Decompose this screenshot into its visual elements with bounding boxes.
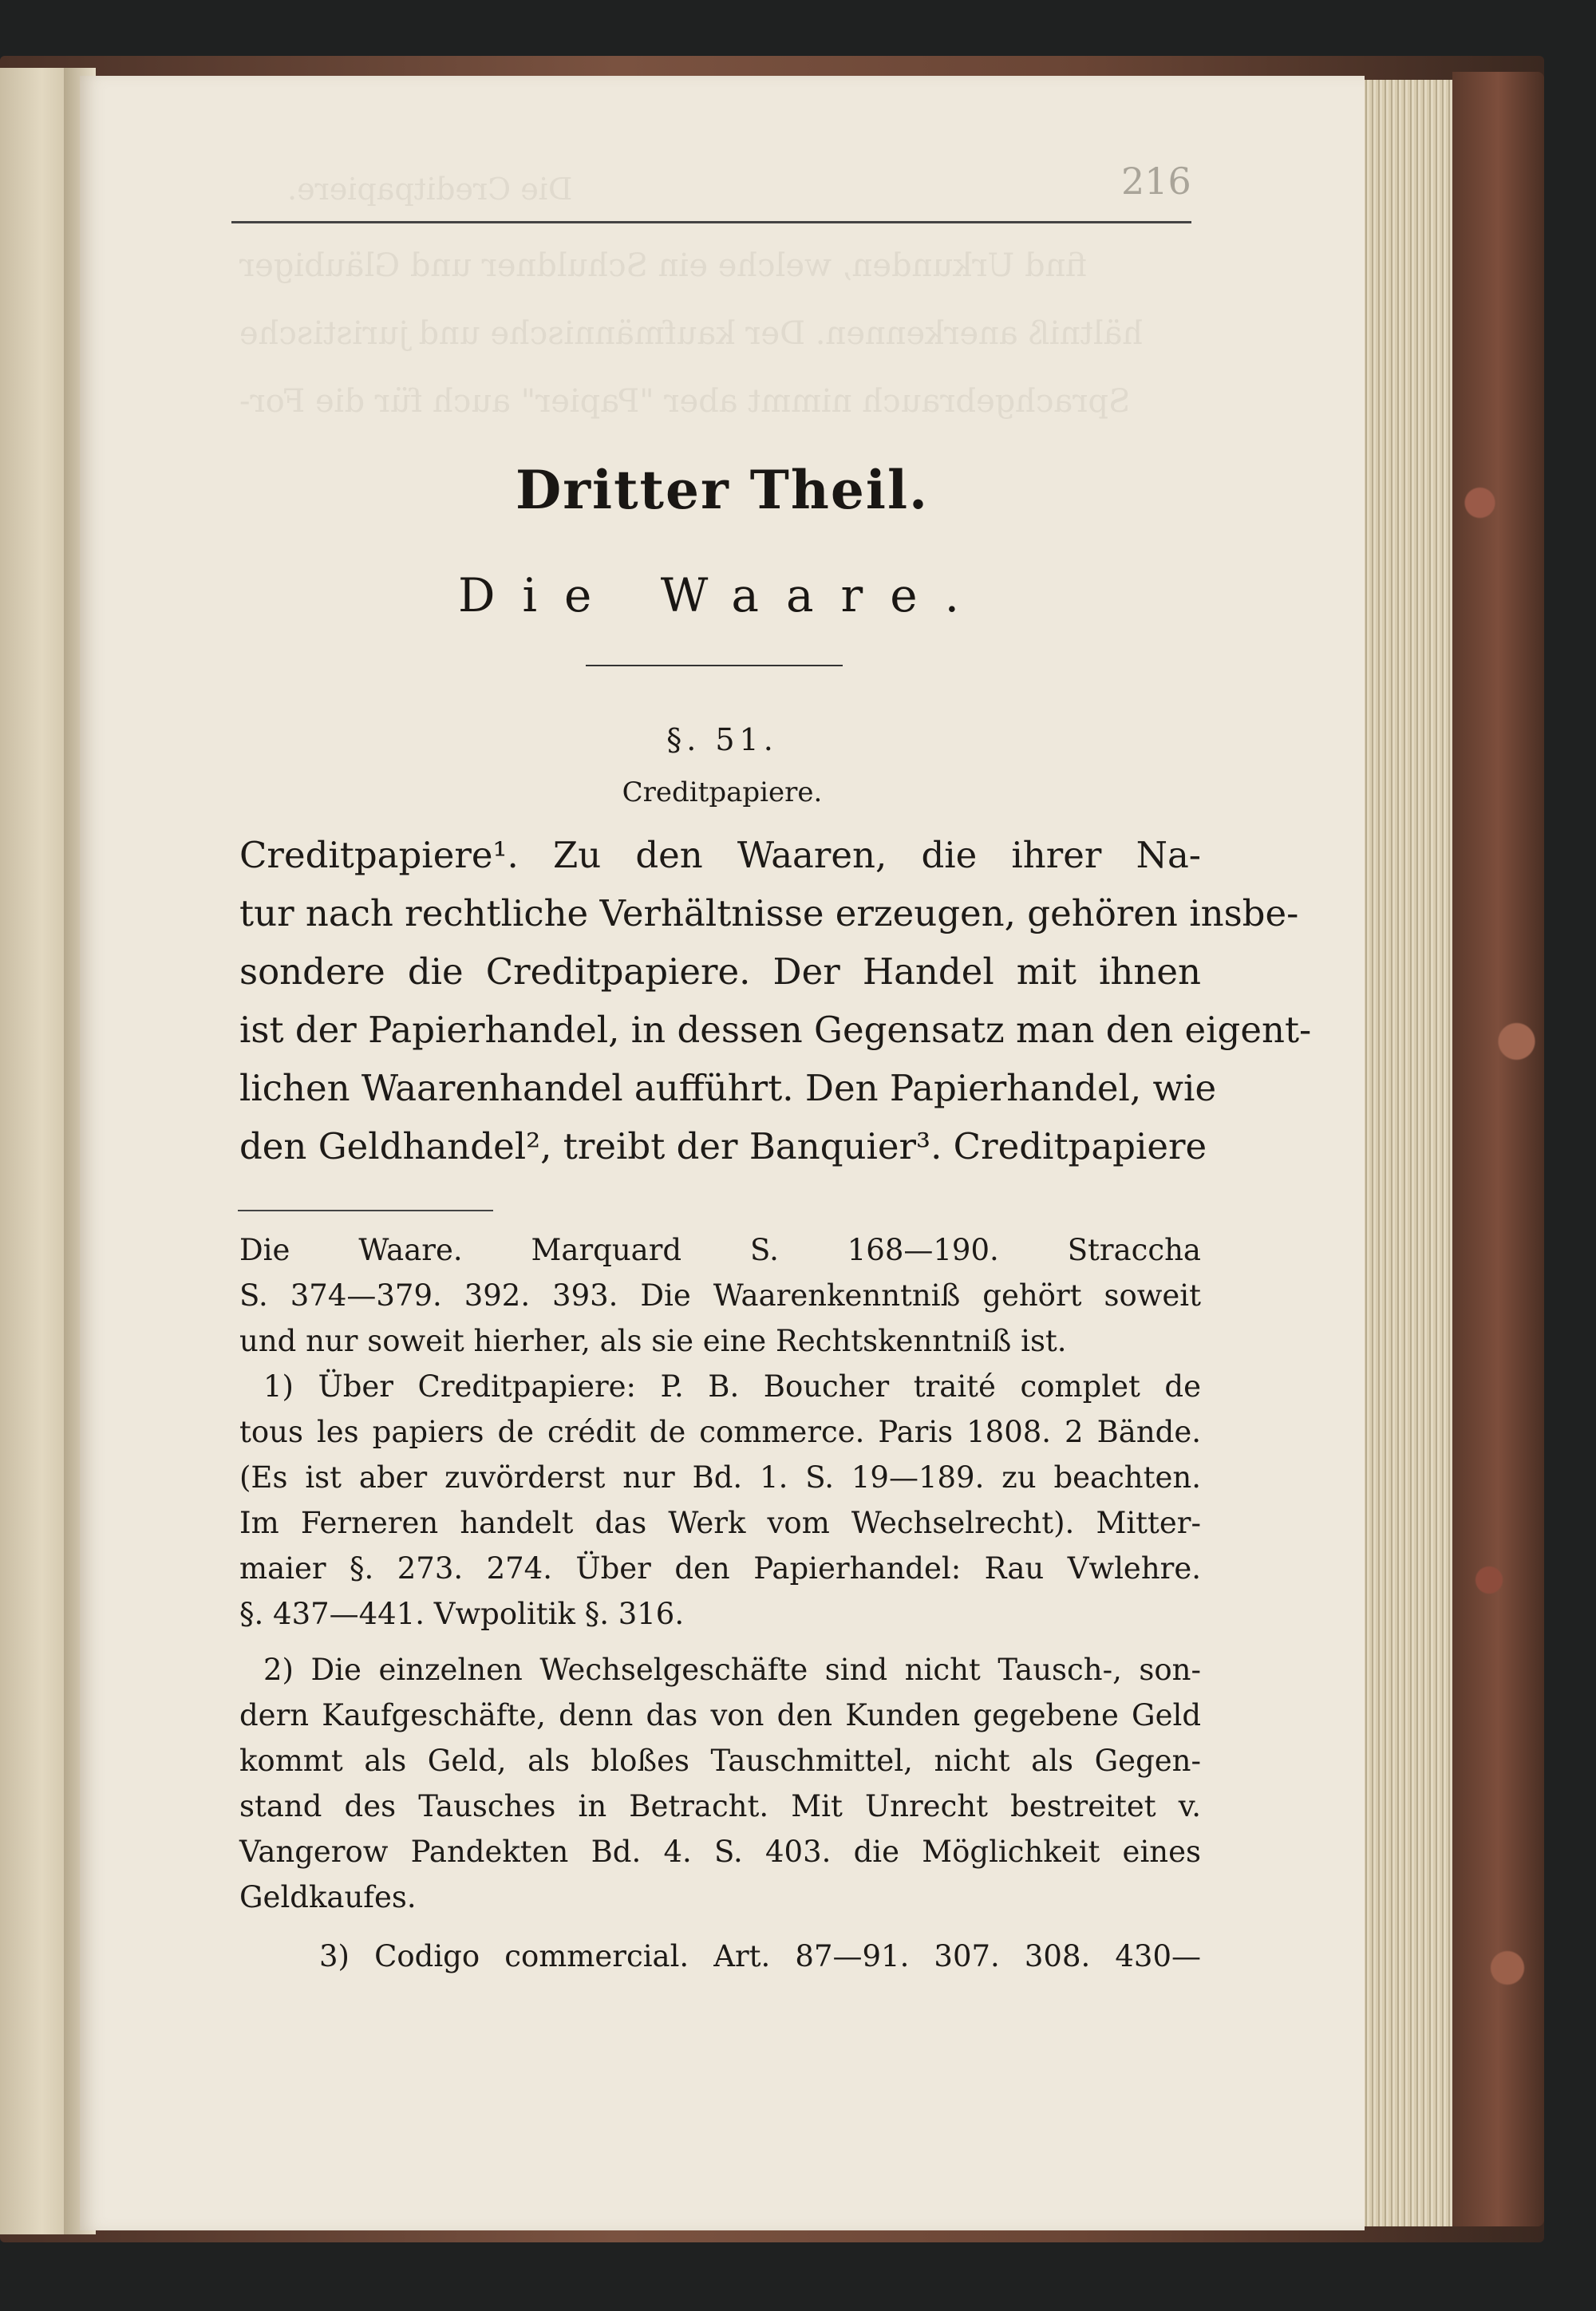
- footnote-line: 1) Über Creditpapiere: P. B. Boucher traité complet de: [263, 1369, 1201, 1404]
- section-number: §. 51.: [666, 722, 778, 757]
- body-line: sondere die Creditpapiere. Der Handel mit ihnen: [239, 950, 1201, 993]
- footnote-line: Geldkaufes.: [239, 1880, 417, 1914]
- title-divider: [586, 665, 843, 666]
- footnote-line: stand des Tausches in Betracht. Mit Unrecht bestreitet v.: [239, 1789, 1201, 1823]
- body-line: tur nach rechtliche Verhältnisse erzeugen, gehören insbe-: [239, 892, 1299, 934]
- footnote-line: (Es ist aber zuvörderst nur Bd. 1. S. 19—189. zu beachten.: [239, 1460, 1201, 1495]
- header-rule: [231, 221, 1191, 223]
- show-through-text: Sprachgebrauch nimmt aber "Papier" auch für die For-: [239, 383, 1131, 420]
- marbled-cover-edge: [1452, 72, 1544, 2226]
- part-title: Dritter Theil.: [515, 459, 929, 521]
- footnote-line: 2) Die einzelnen Wechselgeschäfte sind nicht Tausch-, son-: [263, 1653, 1201, 1687]
- footnote-line: maier §. 273. 274. Über den Papierhandel: Rau Vwlehre.: [239, 1551, 1201, 1586]
- section-title: Creditpapiere.: [622, 776, 823, 808]
- show-through-text: hältniß anerkennen. Der kaufmännische und juristische: [239, 315, 1144, 352]
- body-line: ist der Papierhandel, in dessen Gegensatz man den eigent-: [239, 1009, 1312, 1051]
- footnote-line: und nur soweit hierher, als sie eine Rechtskenntniß ist.: [239, 1324, 1067, 1358]
- footnote-line: Im Ferneren handelt das Werk vom Wechselrecht). Mitter-: [239, 1506, 1201, 1540]
- footnote-line: Die Waare. Marquard S. 168—190. Straccha: [239, 1233, 1201, 1267]
- show-through-text: find Urkunden, welche ein Schuldner und Gläubiger: [239, 247, 1088, 284]
- body-line: Creditpapiere¹. Zu den Waaren, die ihrer Na-: [239, 834, 1201, 876]
- body-line: den Geldhandel², treibt der Banquier³. Creditpapiere: [239, 1125, 1207, 1167]
- body-line: lichen Waarenhandel aufführt. Den Papierhandel, wie: [239, 1067, 1217, 1109]
- footnote-rule: [238, 1210, 493, 1211]
- footnote-line: S. 374—379. 392. 393. Die Waarenkenntniß gehört soweit: [239, 1278, 1201, 1313]
- footnote-line: §. 437—441. Vwpolitik §. 316.: [239, 1597, 685, 1631]
- footnote-line: kommt als Geld, als bloßes Tauschmittel, nicht als Gegen-: [239, 1744, 1201, 1778]
- page-number: 216: [1121, 160, 1191, 203]
- show-through-header: Die Creditpapiere.: [287, 172, 573, 207]
- footnote-line: 3) Codigo commercial. Art. 87—91. 307. 308. 430—: [319, 1939, 1201, 1973]
- page-block-edges: [1357, 80, 1452, 2226]
- part-subtitle: Die Waare.: [457, 568, 987, 622]
- footnote-line: tous les papiers de crédit de commerce. Paris 1808. 2 Bände.: [239, 1415, 1201, 1449]
- footnote-line: dern Kaufgeschäfte, denn das von den Kunden gegebene Geld: [239, 1698, 1201, 1732]
- footnote-line: Vangerow Pandekten Bd. 4. S. 403. die Möglichkeit eines: [239, 1835, 1201, 1869]
